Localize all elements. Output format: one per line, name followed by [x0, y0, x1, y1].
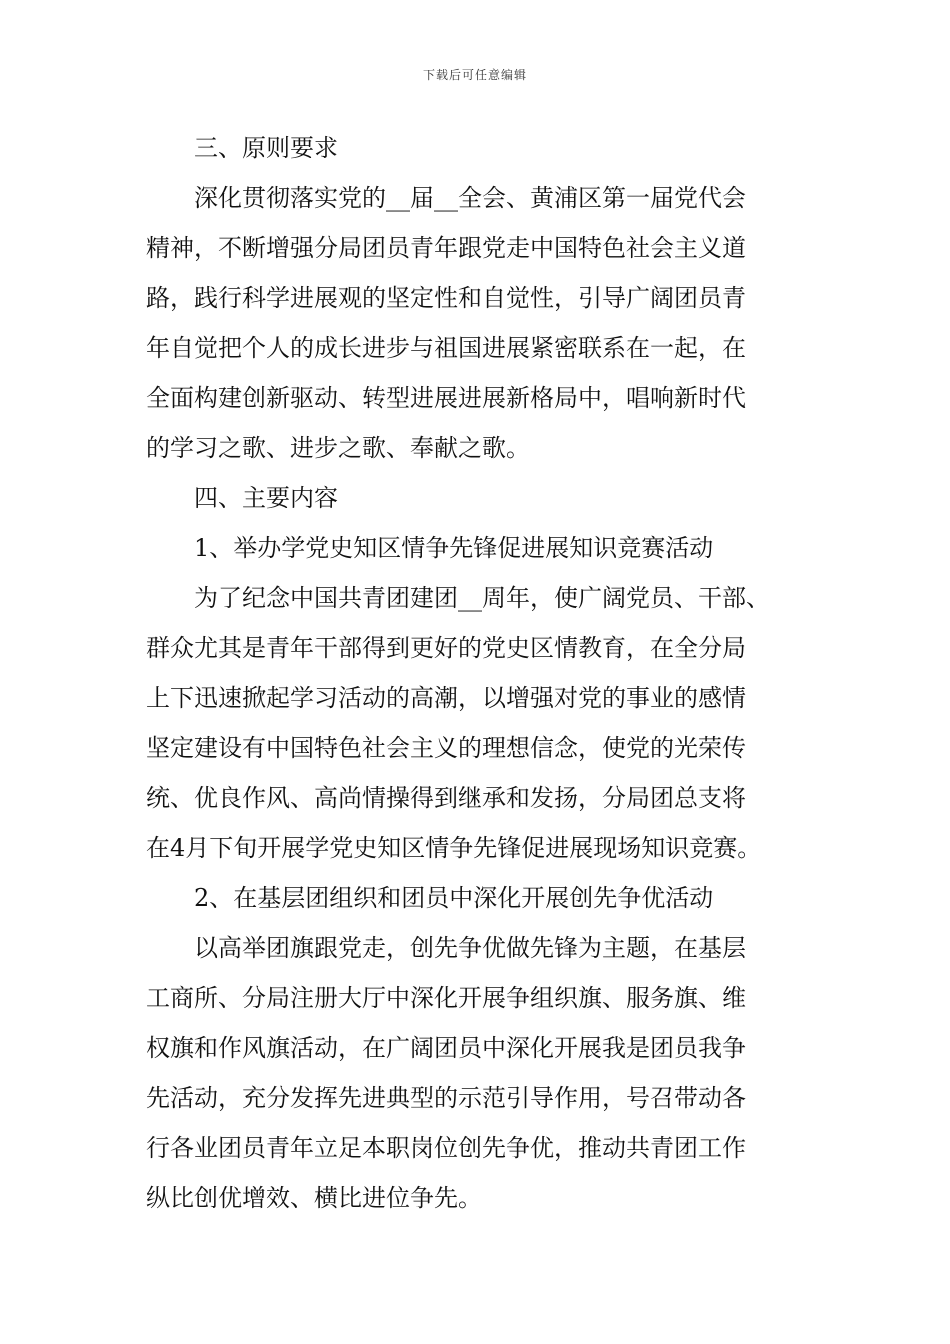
section-heading-main-content: 四、主要内容	[194, 484, 338, 512]
paragraph-line: 深化贯彻落实党的__届__全会、黄浦区第一届党代会	[194, 184, 746, 212]
paragraph-line: 在4月下旬开展学党史知区情争先锋促进展现场知识竞赛。	[146, 834, 762, 862]
paragraph-line: 为了纪念中国共青团建团__周年，使广阔党员、干部、	[194, 584, 770, 612]
paragraph-line: 全面构建创新驱动、转型进展进展新格局中，唱响新时代	[146, 384, 746, 412]
paragraph-line: 工商所、分局注册大厅中深化开展争组织旗、服务旗、维	[146, 984, 746, 1012]
paragraph-line: 年自觉把个人的成长进步与祖国进展紧密联系在一起，在	[146, 334, 746, 362]
paragraph-line: 权旗和作风旗活动，在广阔团员中深化开展我是团员我争	[146, 1034, 746, 1062]
paragraph-line: 纵比创优增效、横比进位争先。	[146, 1184, 482, 1212]
document-body	[146, 123, 814, 1223]
subheading-item-2: 2、在基层团组织和团员中深化开展创先争优活动	[194, 884, 714, 912]
paragraph-line: 先活动，充分发挥先进典型的示范引导作用，号召带动各	[146, 1084, 746, 1112]
section-heading-principles: 三、原则要求	[194, 134, 338, 162]
paragraph-line: 行各业团员青年立足本职岗位创先争优，推动共青团工作	[146, 1134, 746, 1162]
paragraph-line: 以高举团旗跟党走，创先争优做先锋为主题，在基层	[194, 934, 746, 962]
paragraph-line: 精神，不断增强分局团员青年跟党走中国特色社会主义道	[146, 234, 746, 262]
paragraph-line: 路，践行科学进展观的坚定性和自觉性，引导广阔团员青	[146, 284, 746, 312]
paragraph-line: 群众尤其是青年干部得到更好的党史区情教育，在全分局	[146, 634, 746, 662]
subheading-item-1: 1、举办学党史知区情争先锋促进展知识竞赛活动	[194, 534, 714, 562]
paragraph-line: 统、优良作风、高尚情操得到继承和发扬，分局团总支将	[146, 784, 746, 812]
header-note: 下载后可任意编辑	[422, 68, 527, 82]
paragraph-line: 上下迅速掀起学习活动的高潮，以增强对党的事业的感情	[146, 684, 746, 712]
paragraph-line: 坚定建设有中国特色社会主义的理想信念，使党的光荣传	[146, 734, 746, 762]
paragraph-line: 的学习之歌、进步之歌、奉献之歌。	[146, 434, 530, 462]
